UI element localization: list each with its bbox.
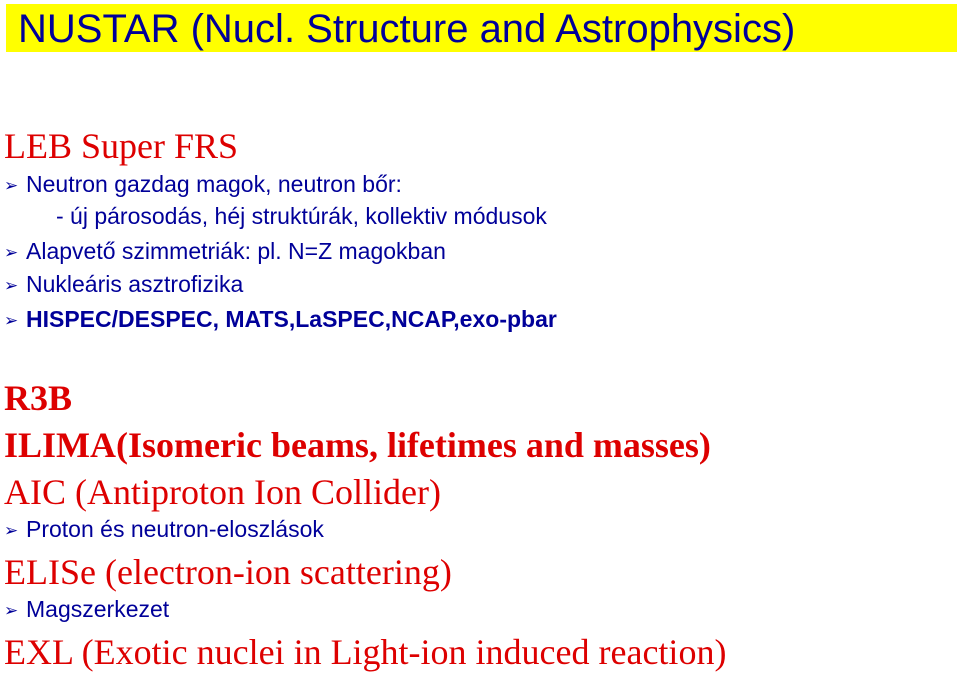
arrow-bullet-icon: ➢ (4, 311, 19, 331)
leb-item-experiments (4, 305, 557, 335)
aic-heading: AIC (Antiproton Ion Collider) (4, 472, 441, 512)
aic-item-label: Proton és neutron-eloszlások (26, 516, 324, 542)
leb-item-label: Nukleáris asztrofizika (26, 271, 244, 297)
arrow-bullet-icon: ➢ (4, 521, 19, 541)
leb-item-label: Alapvető szimmetriák: pl. N=Z magokban (26, 238, 446, 264)
arrow-bullet-icon: ➢ (4, 601, 19, 621)
page-title: NUSTAR (Nucl. Structure and Astrophysics) (18, 7, 796, 51)
leb-item-neutron-rich (4, 170, 402, 200)
arrow-bullet-icon: ➢ (4, 176, 19, 196)
leb-item-astrophysics (4, 270, 243, 300)
arrow-bullet-icon: ➢ (4, 276, 19, 296)
title-banner (6, 4, 957, 52)
elise-heading: ELISe (electron-ion scattering) (4, 552, 452, 592)
arrow-bullet-icon: ➢ (4, 243, 19, 263)
r3b-heading: R3B (4, 378, 73, 418)
leb-subitem-pairing: - új párosodás, héj struktúrák, kollektiv módusok (56, 203, 547, 229)
elise-item-structure (4, 595, 169, 625)
leb-item-symmetries (4, 237, 446, 267)
leb-heading: LEB Super FRS (4, 126, 239, 166)
ilima-heading: ILIMA(Isomeric beams, lifetimes and masses) (4, 425, 711, 465)
leb-item-label: HISPEC/DESPEC, MATS,LaSPEC,NCAP,exo-pbar (26, 306, 557, 332)
leb-item-label: Neutron gazdag magok, neutron bőr: (26, 171, 402, 197)
aic-item-distributions (4, 515, 324, 545)
exl-heading: EXL (Exotic nuclei in Light-ion induced reaction) (4, 632, 727, 672)
elise-item-label: Magszerkezet (26, 596, 170, 622)
